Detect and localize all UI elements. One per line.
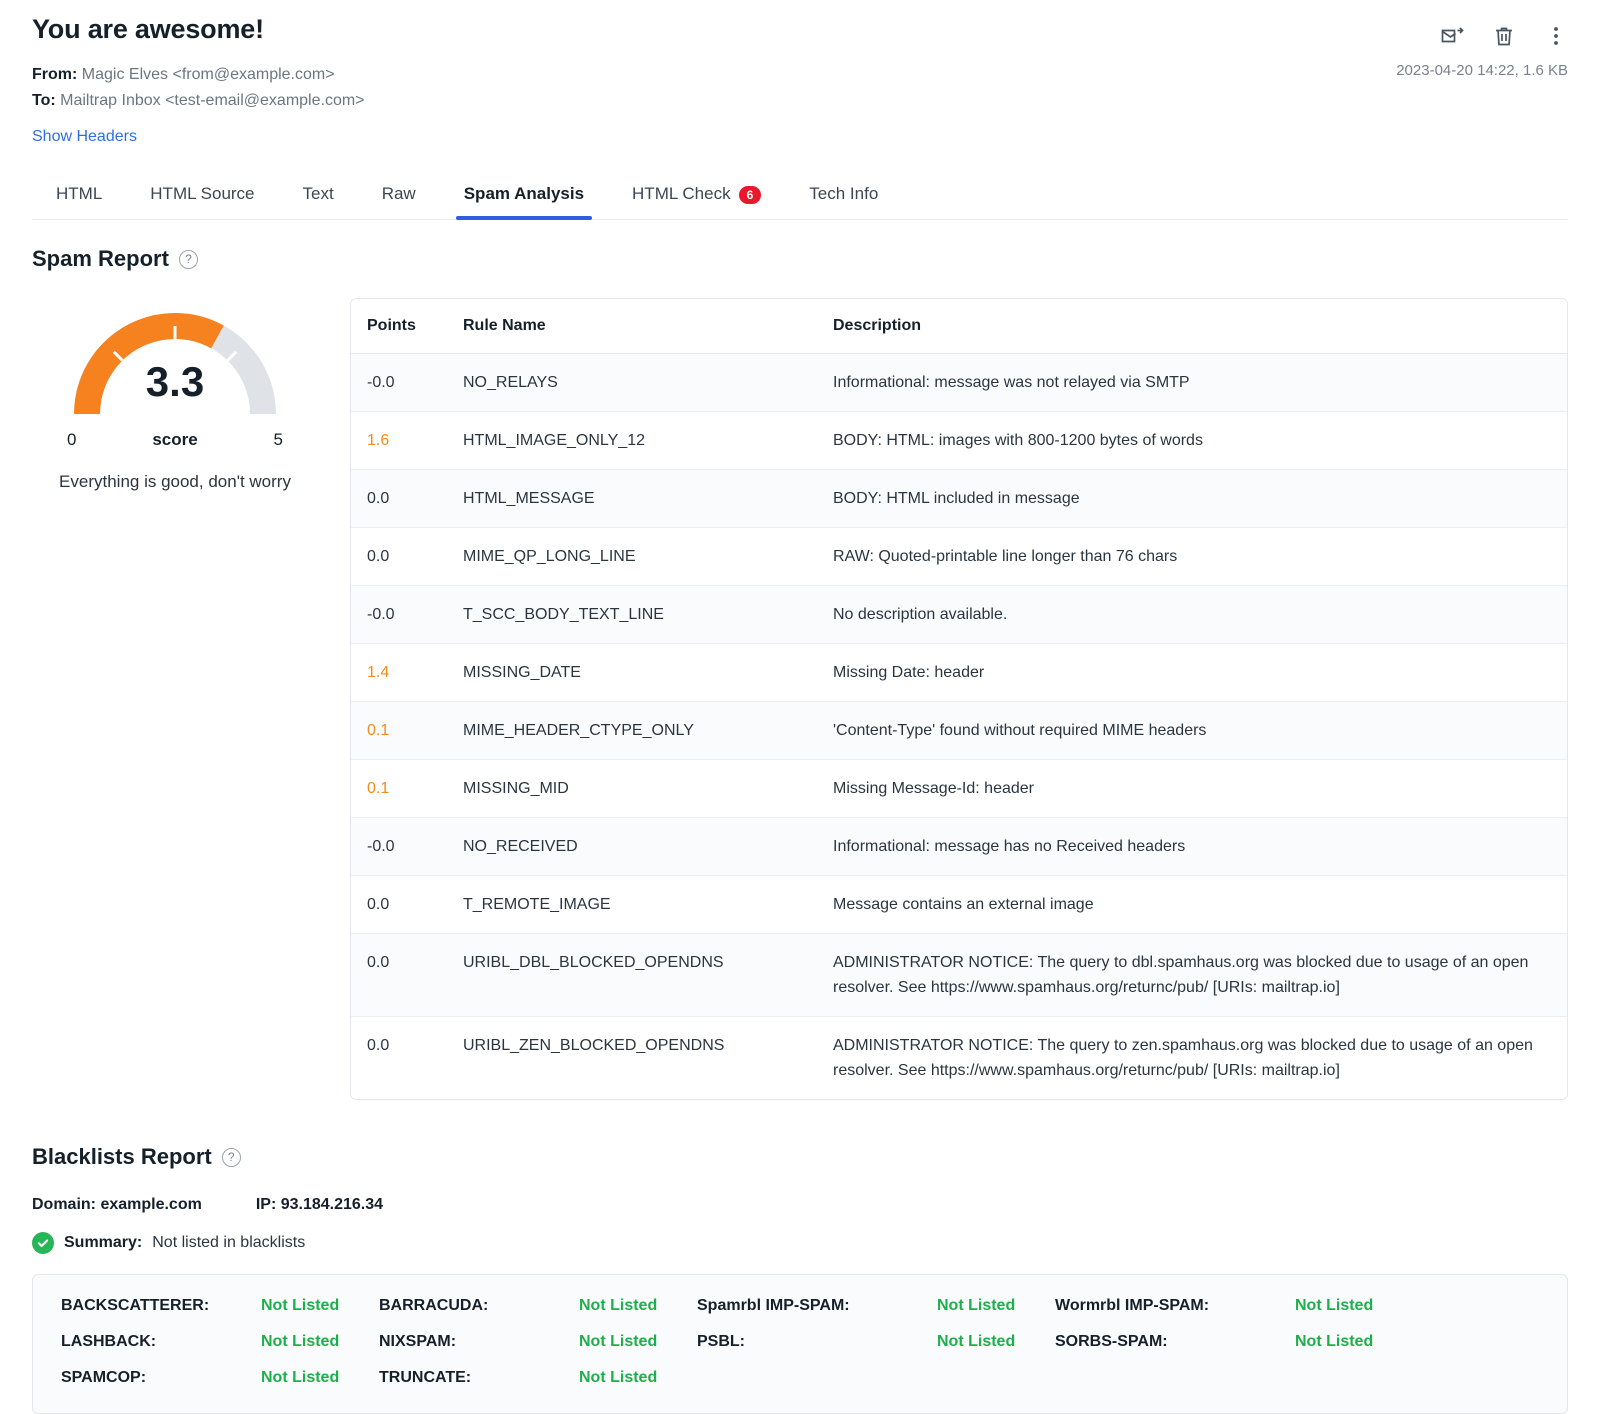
tab-label: HTML Check	[632, 184, 731, 203]
table-row	[351, 354, 1567, 412]
blacklists-report-section	[32, 1144, 1568, 1414]
rule-description: 'Content-Type' found without required MIME headers	[817, 702, 1567, 760]
blacklist-name: LASHBACK:	[61, 1333, 157, 1350]
blacklists-summary	[32, 1232, 1568, 1254]
tab-label: Text	[302, 184, 334, 203]
to-label: To:	[32, 92, 56, 109]
rule-name: HTML_IMAGE_ONLY_12	[447, 412, 817, 470]
rule-points: 0.0	[351, 470, 447, 528]
email-meta	[32, 62, 1568, 114]
spam-report-title-row	[32, 246, 1568, 272]
blacklist-status: Not Listed	[261, 1369, 340, 1386]
rule-points: -0.0	[351, 354, 447, 412]
rule-points: 0.1	[351, 702, 447, 760]
blacklist-status: Not Listed	[579, 1333, 658, 1350]
tab-label: HTML	[56, 184, 103, 203]
rule-description: Message contains an external image	[817, 876, 1567, 934]
rule-description: Missing Message-Id: header	[817, 760, 1567, 818]
blacklist-status: Not Listed	[1295, 1333, 1374, 1350]
blacklist-status: Not Listed	[579, 1297, 658, 1314]
tab-raw[interactable]	[358, 169, 440, 219]
table-row	[351, 1017, 1567, 1100]
blacklist-name: SPAMCOP:	[61, 1369, 147, 1386]
tab-html-source[interactable]	[126, 169, 278, 219]
blacklist-name: BARRACUDA:	[379, 1297, 489, 1314]
blacklist-name: Wormrbl IMP-SPAM:	[1055, 1297, 1210, 1314]
table-row	[351, 586, 1567, 644]
table-row	[351, 876, 1567, 934]
tab-label: Tech Info	[809, 184, 879, 203]
more-options-icon[interactable]	[1544, 24, 1568, 48]
blacklist-name: PSBL:	[697, 1333, 745, 1350]
tab-html-check[interactable]	[608, 169, 785, 219]
rule-name: MISSING_DATE	[447, 644, 817, 702]
blacklists-domain: Domain: example.com	[32, 1196, 202, 1213]
gauge-max-label: 5	[273, 430, 283, 449]
help-icon-blacklists-report[interactable]: ?	[222, 1148, 241, 1167]
to-line	[32, 88, 1568, 114]
blacklists-report-title: Blacklists Report	[32, 1144, 212, 1169]
spam-score-value: 3.3	[145, 358, 205, 405]
header-actions	[1440, 14, 1568, 48]
blacklist-status: Not Listed	[937, 1297, 1016, 1314]
rule-name: URIBL_ZEN_BLOCKED_OPENDNS	[463, 1037, 725, 1054]
rule-description: Missing Date: header	[817, 644, 1567, 702]
rule-points: 0.0	[367, 1037, 390, 1054]
rule-points: 0.0	[351, 876, 447, 934]
rule-description: Informational: message was not relayed via SMTP	[817, 354, 1567, 412]
email-header	[32, 0, 1568, 48]
check-circle-icon	[32, 1232, 54, 1254]
blacklists-meta	[32, 1196, 1568, 1214]
blacklist-status: Not Listed	[261, 1333, 340, 1350]
tab-label: Raw	[381, 184, 416, 203]
tab-label: HTML Source	[150, 184, 255, 203]
table-row	[351, 470, 1567, 528]
rule-description: No description available.	[817, 586, 1567, 644]
rule-name: HTML_MESSAGE	[447, 470, 817, 528]
from-value: Magic Elves <from@example.com>	[81, 66, 335, 83]
tab-label: Spam Analysis	[463, 184, 585, 203]
blacklist-name: NIXSPAM:	[379, 1333, 457, 1350]
email-subject: You are awesome!	[32, 14, 264, 44]
table-header-row	[351, 299, 1567, 354]
rule-description: ADMINISTRATOR NOTICE: The query to dbl.spamhaus.org was blocked due to usage of an open resolver. See https://www.spamhaus.org/returnc/pub/ [URIs: mailtrap.io]	[817, 934, 1567, 1017]
help-icon-spam-report[interactable]: ?	[179, 250, 198, 269]
table-row	[351, 702, 1567, 760]
tab-text[interactable]	[279, 169, 358, 219]
gauge-min-label: 0	[67, 430, 77, 449]
column-header-rule-name: Rule Name	[447, 299, 817, 354]
tab-bar	[32, 168, 1568, 220]
rule-description: Informational: message has no Received headers	[817, 818, 1567, 876]
tab-badge-count: 6	[739, 186, 762, 204]
rule-points: 1.4	[351, 644, 447, 702]
rule-points: 0.1	[351, 760, 447, 818]
blacklists-report-title-row	[32, 1144, 1568, 1170]
table-row	[351, 412, 1567, 470]
blacklist-status: Not Listed	[1295, 1297, 1374, 1314]
rule-points: -0.0	[351, 818, 447, 876]
rule-description: BODY: HTML included in message	[817, 470, 1567, 528]
spam-score-gauge	[32, 298, 318, 495]
tab-tech-info[interactable]	[785, 169, 902, 219]
blacklist-name: BACKSCATTERER:	[61, 1297, 210, 1314]
rule-name: MIME_QP_LONG_LINE	[447, 528, 817, 586]
email-timestamp-size: 2023-04-20 14:22, 1.6 KB	[1396, 62, 1568, 79]
blacklists-ip: IP: 93.184.216.34	[255, 1196, 384, 1213]
tab-html[interactable]	[32, 169, 126, 219]
rule-name: MISSING_MID	[447, 760, 817, 818]
table-row	[351, 760, 1567, 818]
rule-name: T_SCC_BODY_TEXT_LINE	[447, 586, 817, 644]
gauge-caption: Everything is good, don't worry	[59, 472, 291, 491]
blacklists-panel	[32, 1274, 1568, 1414]
tab-spam-analysis[interactable]	[440, 169, 608, 219]
blacklists-summary-value: Not listed in blacklists	[152, 1234, 306, 1251]
table-row	[351, 818, 1567, 876]
rule-points: -0.0	[351, 586, 447, 644]
blacklist-status: Not Listed	[261, 1297, 340, 1314]
blacklist-status: Not Listed	[937, 1333, 1016, 1350]
rule-points: 0.0	[351, 934, 447, 1017]
mark-unread-icon[interactable]	[1440, 24, 1464, 48]
blacklists-grid	[61, 1297, 1539, 1387]
spam-rules-table-wrapper	[350, 298, 1568, 1100]
rule-name: URIBL_DBL_BLOCKED_OPENDNS	[447, 934, 817, 1017]
blacklist-name: SORBS-SPAM:	[1055, 1333, 1168, 1350]
rule-name: T_REMOTE_IMAGE	[447, 876, 817, 934]
blacklist-status: Not Listed	[579, 1369, 658, 1386]
spam-rules-table	[351, 299, 1567, 1099]
rule-points: 0.0	[351, 528, 447, 586]
column-header-description: Description	[817, 299, 1567, 354]
table-row	[351, 934, 1567, 1017]
gauge-labels	[67, 430, 283, 450]
blacklists-summary-label: Summary:	[64, 1234, 143, 1251]
to-value: Mailtrap Inbox <test-email@example.com>	[60, 92, 365, 109]
table-row	[351, 528, 1567, 586]
rule-points: 1.6	[351, 412, 447, 470]
rule-name: NO_RECEIVED	[447, 818, 817, 876]
column-header-points: Points	[351, 299, 447, 354]
from-label: From:	[32, 66, 78, 83]
delete-icon[interactable]	[1492, 24, 1516, 48]
blacklist-name: TRUNCATE:	[379, 1369, 472, 1386]
spam-report-title: Spam Report	[32, 246, 169, 271]
rule-name: MIME_HEADER_CTYPE_ONLY	[447, 702, 817, 760]
rule-description: RAW: Quoted-printable line longer than 76 chars	[817, 528, 1567, 586]
gauge-mid-label: score	[152, 430, 198, 449]
rule-description: ADMINISTRATOR NOTICE: The query to zen.spamhaus.org was blocked due to usage of an open resolver. See https://www.spamhaus.org/returnc/pub/ [URIs: mailtrap.io]	[833, 1037, 1533, 1079]
rule-name: NO_RELAYS	[447, 354, 817, 412]
show-headers-link[interactable]: Show Headers	[32, 128, 137, 145]
from-line	[32, 62, 1568, 88]
table-row	[351, 644, 1567, 702]
rule-description: BODY: HTML: images with 800-1200 bytes of words	[817, 412, 1567, 470]
blacklist-name: Spamrbl IMP-SPAM:	[697, 1297, 850, 1314]
